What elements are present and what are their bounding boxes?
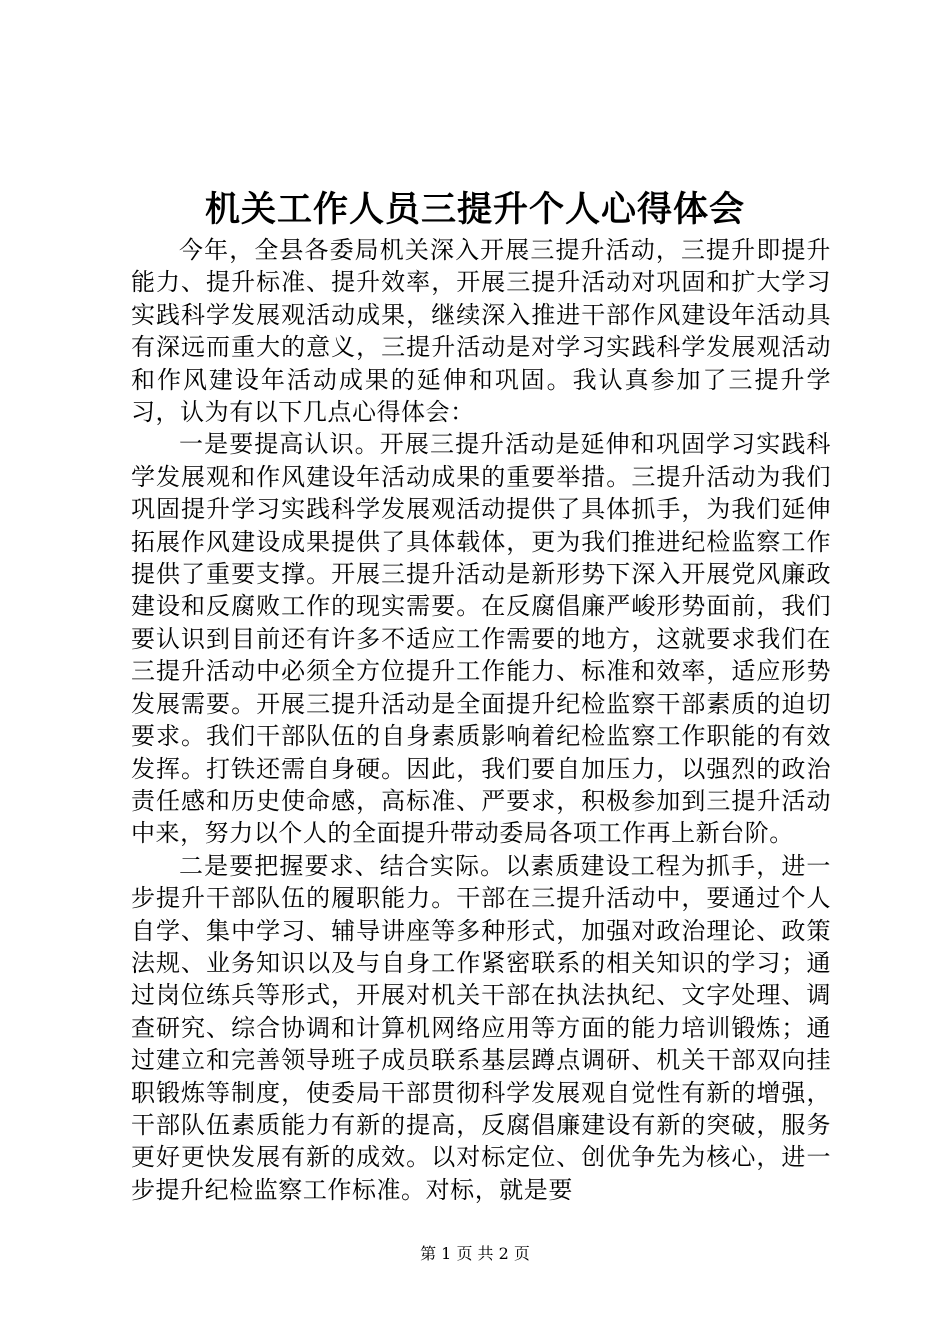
paragraph-point-two: 二是要把握要求、结合实际。以素质建设工程为抓手，进一步提升干部队伍的履职能力。干部在三提升活动中，要通过个人自学、集中学习、辅导讲座等多种形式，加强对政治理论、政策法规、业务知识以及与自身工作紧密联系的相关知识的学习；通过岗位练兵等形式，开展对机关干部在执法执纪、文字处理、调查研究、综合协调和计算机网络应用等方面的能力培训锻炼；通过建立和完善领导班子成员联系基层蹲点调研、机关干部双向挂职锻炼等制度，使委局干部贯彻科学发展观自觉性有新的增强，干部队伍素质能力有新的提高，反腐倡廉建设有新的突破，服务更好更快发展有新的成效。以对标定位、创优争先为核心，进一步提升纪检监察工作标准。对标，就是要 [131, 851, 831, 1204]
document-body [131, 234, 831, 1206]
paragraph-intro: 今年，全县各委局机关深入开展三提升活动，三提升即提升能力、提升标准、提升效率，开展三提升活动对巩固和扩大学习实践科学发展观活动成果，继续深入推进干部作风建设年活动具有深远而重大的意义，三提升活动是对学习实践科学发展观活动和作风建设年活动成果的延伸和巩固。我认真参加了三提升学习，认为有以下几点心得体会： [131, 236, 831, 427]
page-footer: 第 1 页 共 2 页 [420, 1244, 530, 1263]
document-title: 机关工作人员三提升个人心得体会 [204, 189, 745, 230]
paragraph-point-one: 一是要提高认识。开展三提升活动是延伸和巩固学习实践科学发展观和作风建设年活动成果的重要举措。三提升活动为我们巩固提升学习实践科学发展观活动提供了具体抓手，为我们延伸拓展作风建设成果提供了具体载体，更为我们推进纪检监察工作提供了重要支撑。开展三提升活动是新形势下深入开展党风廉政建设和反腐败工作的现实需要。在反腐倡廉严峻形势面前，我们要认识到目前还有许多不适应工作需要的地方，这就要求我们在三提升活动中必须全方位提升工作能力、标准和效率，适应形势发展需要。开展三提升活动是全面提升纪检监察干部素质的迫切要求。我们干部队伍的自身素质影响着纪检监察工作职能的有效发挥。打铁还需自身硬。因此，我们要自加压力，以强烈的政治责任感和历史使命感，高标准、严要求，积极参加到三提升活动中来，努力以个人的全面提升带动委局各项工作再上新台阶。 [131, 430, 831, 848]
